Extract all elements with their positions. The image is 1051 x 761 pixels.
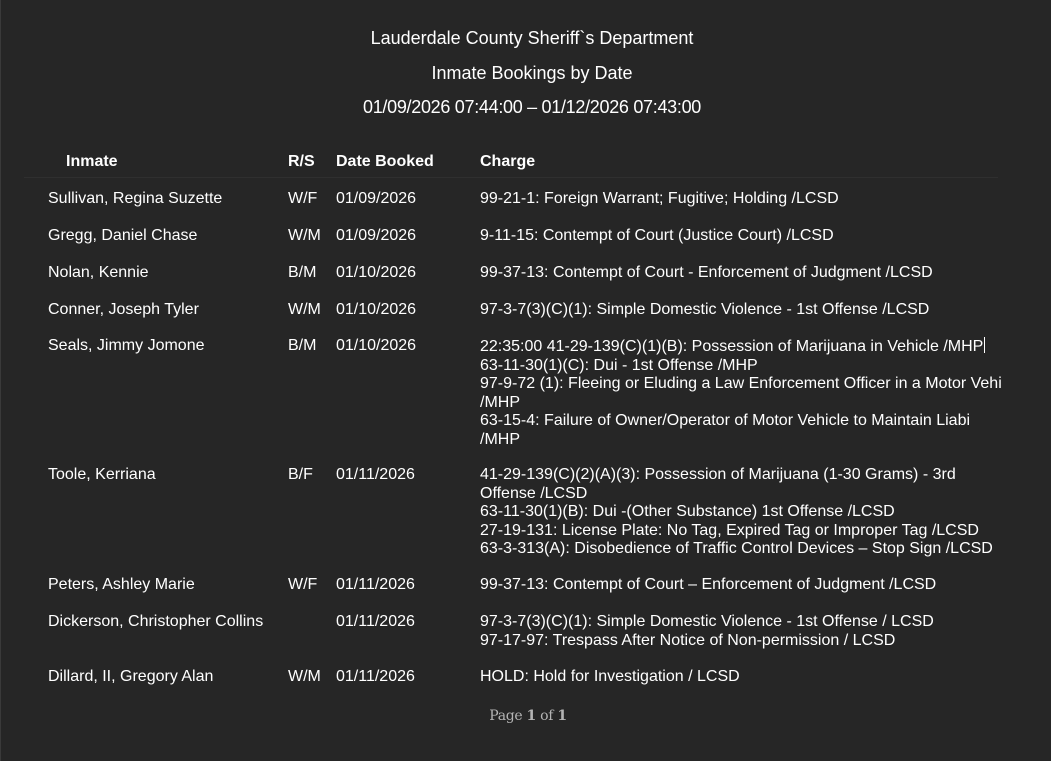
charge-line: 99-37-13: Contempt of Court – Enforcement of Judgment /LCSD bbox=[480, 576, 937, 593]
column-header-rs: R/S bbox=[288, 153, 315, 170]
charge-line: 9-11-15: Contempt of Court (Justice Court) /LCSD bbox=[480, 227, 834, 244]
text-cursor bbox=[984, 337, 985, 353]
date-booked: 01/11/2026 bbox=[336, 668, 415, 685]
column-header-date-booked: Date Booked bbox=[336, 153, 434, 170]
charge-list bbox=[480, 466, 993, 559]
race-sex: W/F bbox=[288, 190, 318, 207]
inmate-name: Sullivan, Regina Suzette bbox=[48, 190, 223, 207]
charge-line: 27-19-131: License Plate: No Tag, Expired Tag or Improper Tag /LCSD bbox=[480, 521, 979, 539]
charge-line-with-cursor bbox=[480, 337, 1002, 357]
charge-text: 22:35:00 41-29-139(C)(1)(B): Possession of Marijuana in Vehicle /MHP bbox=[480, 338, 984, 355]
date-booked: 01/11/2026 bbox=[336, 576, 415, 593]
date-booked: 01/10/2026 bbox=[336, 337, 417, 354]
inmate-name: Nolan, Kennie bbox=[48, 264, 149, 281]
date-booked: 01/09/2026 bbox=[336, 190, 417, 207]
date-booked: 01/10/2026 bbox=[336, 264, 417, 281]
charge-list bbox=[480, 337, 1002, 449]
column-header-inmate: Inmate bbox=[66, 153, 118, 170]
charge-line: Offense /LCSD bbox=[480, 484, 588, 502]
department-title: Lauderdale County Sheriff`s Department bbox=[370, 28, 694, 48]
charge-list bbox=[480, 264, 933, 283]
charge-line: 97-9-72 (1): Fleeing or Eluding a Law Enforcement Officer in a Motor Vehi bbox=[480, 375, 1002, 392]
charge-line: 63-3-313(A): Disobedience of Traffic Control Devices – Stop Sign /LCSD bbox=[480, 540, 993, 557]
charge-line: 41-29-139(C)(2)(A)(3): Possession of Marijuana (1-30 Grams) - 3rd bbox=[480, 466, 956, 483]
date-range: 01/09/2026 07:44:00 – 01/12/2026 07:43:00 bbox=[362, 97, 702, 117]
charge-line: /MHP bbox=[480, 393, 520, 411]
page-indicator bbox=[0, 708, 1051, 724]
charge-line: 97-3-7(3)(C)(1): Simple Domestic Violence - 1st Offense / LCSD bbox=[480, 613, 934, 630]
charge-list bbox=[480, 190, 839, 209]
total-pages: 1 bbox=[557, 708, 567, 724]
inmate-name: Dickerson, Christopher Collins bbox=[48, 613, 264, 630]
charge-list bbox=[480, 613, 934, 650]
of-word: of bbox=[540, 708, 554, 724]
inmate-name: Toole, Kerriana bbox=[48, 466, 156, 483]
race-sex: B/M bbox=[288, 337, 317, 354]
header-divider bbox=[24, 177, 998, 178]
inmate-name: Conner, Joseph Tyler bbox=[48, 301, 199, 318]
charge-line: /MHP bbox=[480, 430, 520, 448]
charge-line: 99-37-13: Contempt of Court - Enforcement of Judgment /LCSD bbox=[480, 264, 933, 281]
charge-list bbox=[480, 227, 834, 246]
date-booked: 01/09/2026 bbox=[336, 227, 417, 244]
charge-line: 63-11-30(1)(C): Dui - 1st Offense /MHP bbox=[480, 356, 758, 374]
race-sex: B/F bbox=[288, 466, 313, 483]
charge-line: 97-17-97: Trespass After Notice of Non-permission / LCSD bbox=[480, 631, 896, 649]
charge-line: 99-21-1: Foreign Warrant; Fugitive; Holding /LCSD bbox=[480, 190, 839, 207]
charge-line: 63-15-4: Failure of Owner/Operator of Motor Vehicle to Maintain Liabi bbox=[480, 412, 971, 429]
charge-line: 97-3-7(3)(C)(1): Simple Domestic Violence - 1st Offense /LCSD bbox=[480, 301, 930, 318]
date-booked: 01/11/2026 bbox=[336, 613, 415, 630]
race-sex: W/M bbox=[288, 301, 321, 318]
race-sex: W/F bbox=[288, 576, 318, 593]
charge-line: HOLD: Hold for Investigation / LCSD bbox=[480, 668, 740, 685]
charge-list bbox=[480, 301, 929, 320]
page-word: Page bbox=[489, 708, 523, 724]
report-title: Inmate Bookings by Date bbox=[431, 63, 633, 83]
inmate-name: Gregg, Daniel Chase bbox=[48, 227, 198, 244]
date-booked: 01/10/2026 bbox=[336, 301, 417, 318]
race-sex: B/M bbox=[288, 264, 317, 281]
inmate-name: Peters, Ashley Marie bbox=[48, 576, 195, 593]
race-sex: W/M bbox=[288, 227, 321, 244]
race-sex: W/M bbox=[288, 668, 321, 685]
current-page: 1 bbox=[526, 708, 536, 724]
column-header-charge: Charge bbox=[480, 153, 536, 170]
charge-list bbox=[480, 576, 936, 595]
date-booked: 01/11/2026 bbox=[336, 466, 415, 483]
inmate-name: Seals, Jimmy Jomone bbox=[48, 337, 205, 354]
charge-list bbox=[480, 668, 740, 687]
inmate-name: Dillard, II, Gregory Alan bbox=[48, 668, 214, 685]
charge-line: 63-11-30(1)(B): Dui -(Other Substance) 1st Offense /LCSD bbox=[480, 503, 895, 520]
